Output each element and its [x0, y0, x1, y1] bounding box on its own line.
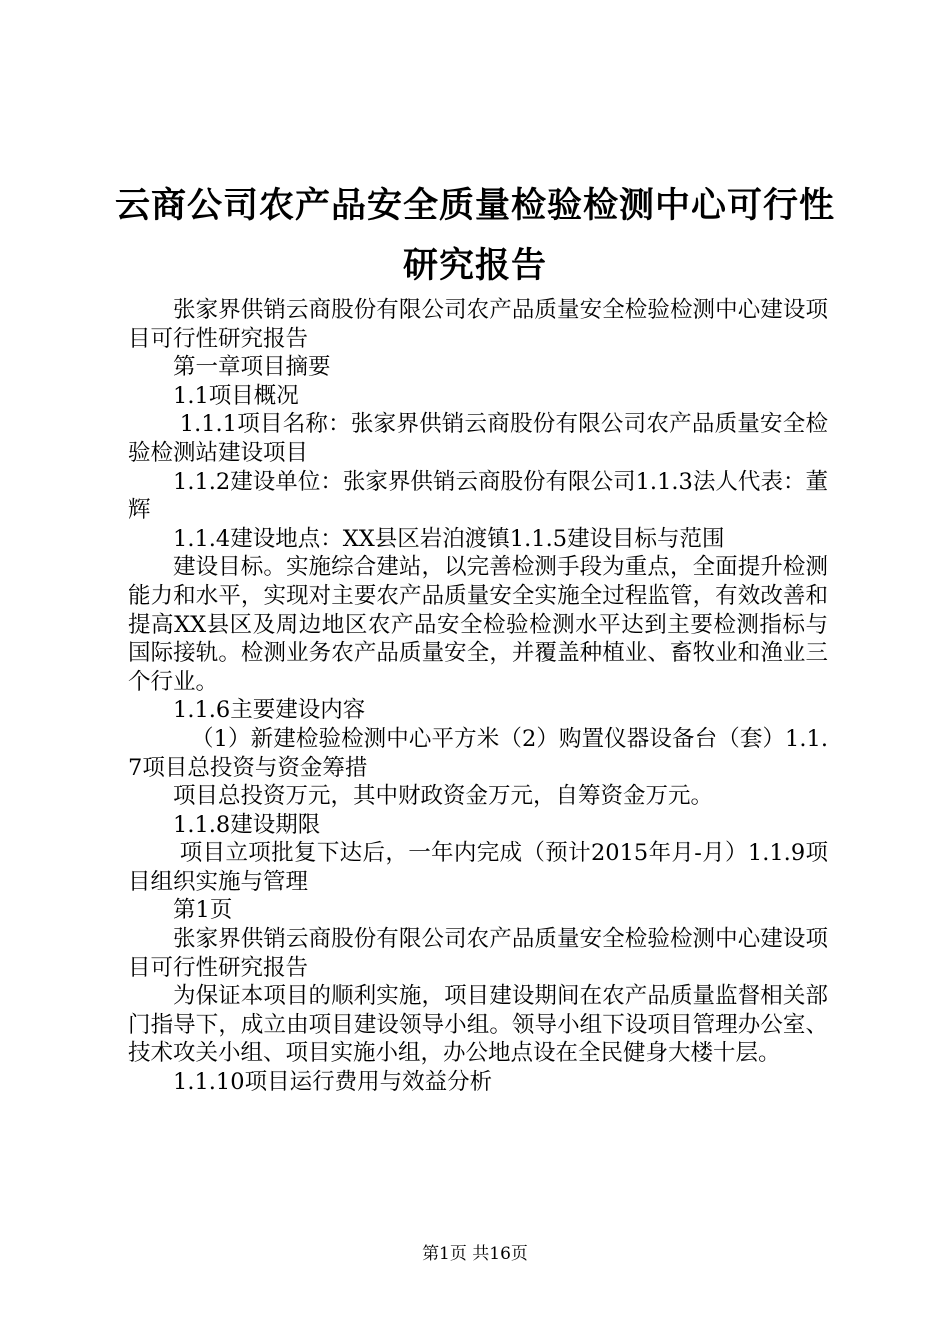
header-paragraph-repeat: 张家界供销云商股份有限公司农产品质量安全检验检测中心建设项目可行性研究报告 — [128, 926, 828, 981]
page-footer: 第1页 共16页 — [422, 1244, 528, 1264]
chapter-heading: 第一章项目摘要 — [173, 354, 331, 381]
page-marker: 第1页 — [173, 897, 233, 924]
document-title-line-1: 云商公司农产品安全质量检验检测中心可行性 — [114, 185, 835, 226]
cost-benefit-heading: 1.1.10项目运行费用与效益分析 — [173, 1069, 493, 1096]
location-paragraph: 1.1.4建设地点：XX县区岩泊渡镇1.1.5建设目标与范围 — [173, 525, 725, 552]
period-paragraph: 项目立项批复下达后，一年内完成（预计2015年月-月）1.1.9项目组织实施与管理 — [128, 840, 828, 895]
section-heading: 1.1项目概况 — [173, 382, 299, 409]
organization-paragraph: 为保证本项目的顺利实施，项目建设期间在农产品质量监督相关部门指导下，成立由项目建设领导小组。领导小组下设项目管理办公室、技术攻关小组、项目实施小组，办公地点设在全民健身大楼十层。 — [128, 983, 828, 1067]
document-body — [128, 296, 828, 1097]
project-name-paragraph: 1.1.1项目名称：张家界供销云商股份有限公司农产品质量安全检验检测站建设项目 — [128, 411, 828, 466]
investment-paragraph: 项目总投资万元，其中财政资金万元，自筹资金万元。 — [173, 783, 714, 810]
construction-unit-paragraph: 1.1.2建设单位：张家界供销云商股份有限公司1.1.3法人代表：董辉 — [128, 468, 828, 524]
content-paragraph: （1）新建检验检测中心平方米（2）购置仪器设备台（套）1.1.7项目总投资与资金筹措 — [128, 725, 828, 781]
header-paragraph: 张家界供销云商股份有限公司农产品质量安全检验检测中心建设项目可行性研究报告 — [128, 297, 828, 352]
document-title-line-2: 研究报告 — [402, 245, 547, 286]
content-heading: 1.1.6主要建设内容 — [173, 697, 366, 724]
period-heading: 1.1.8建设期限 — [173, 811, 321, 838]
goals-paragraph: 建设目标。实施综合建站，以完善检测手段为重点，全面提升检测能力和水平，实现对主要农产品质量安全实施全过程监管，有效改善和提高XX县区及周边地区农产品安全检验检测水平达到主要检测指标与国际接轨。检测业务农产品质量安全，并覆盖种植业、畜牧业和渔业三个行业。 — [128, 554, 828, 695]
